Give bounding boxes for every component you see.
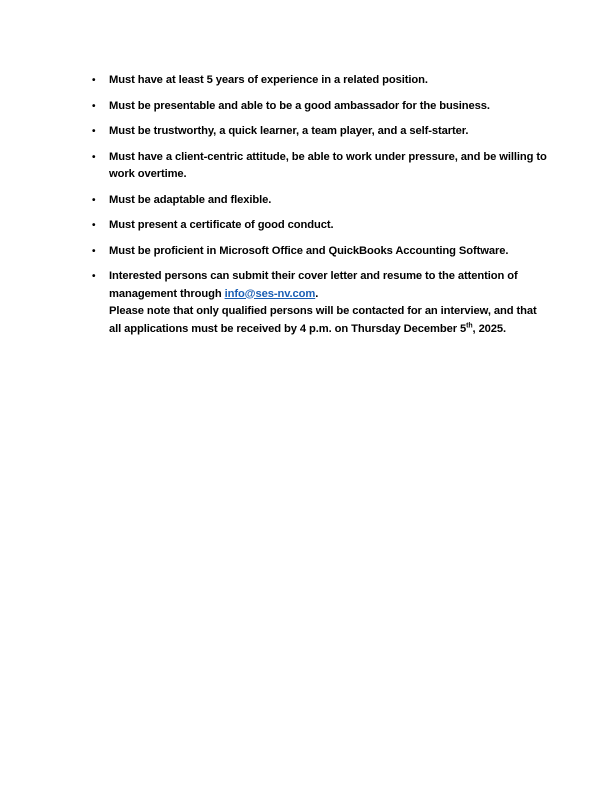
bullet-icon: • — [92, 75, 96, 86]
bullet-icon: • — [92, 100, 96, 112]
bullet-icon: • — [92, 126, 96, 137]
requirement-item — [92, 72, 548, 90]
requirement-text: Must have at least 5 years of experience in a related position. — [109, 74, 428, 86]
requirement-item — [92, 192, 548, 210]
application-note-end: , 2025. — [472, 322, 507, 335]
application-intro-end: . — [315, 287, 319, 300]
requirement-item — [92, 243, 548, 261]
bullet-icon: • — [92, 194, 96, 206]
requirements-list — [92, 72, 548, 346]
bullet-icon: • — [92, 220, 96, 231]
bullet-icon: • — [92, 245, 96, 257]
requirement-text: Must be trustworthy, a quick learner, a team player, and a self-starter. — [109, 125, 469, 137]
requirement-text: Must have a client-centric attitude, be able to work under pressure, and be willing to work overtime. — [109, 150, 547, 180]
application-note-text: Please note that only qualified persons will be contacted for an interview, and that all applications must be received by 4 p.m. on Thursday December 5 — [109, 305, 537, 335]
requirement-text: Must present a certificate of good conduct. — [109, 219, 334, 231]
requirement-item — [92, 123, 548, 141]
requirement-text: Must be proficient in Microsoft Office and QuickBooks Accounting Software. — [109, 244, 509, 257]
requirement-text: Must be presentable and able to be a good ambassador for the business. — [109, 99, 490, 112]
requirement-item — [92, 149, 548, 184]
bullet-icon: • — [92, 151, 96, 163]
application-intro-text: Interested persons can submit their cover letter and resume to the attention of management through — [109, 270, 518, 300]
email-link[interactable]: info@ses-nv.com — [224, 287, 316, 300]
requirement-item — [92, 217, 548, 235]
requirement-text: Must be adaptable and flexible. — [109, 193, 272, 206]
bullet-icon: • — [92, 271, 96, 282]
application-instructions-item — [92, 268, 548, 338]
requirement-item — [92, 98, 548, 116]
ordinal-suffix: th — [466, 321, 473, 329]
